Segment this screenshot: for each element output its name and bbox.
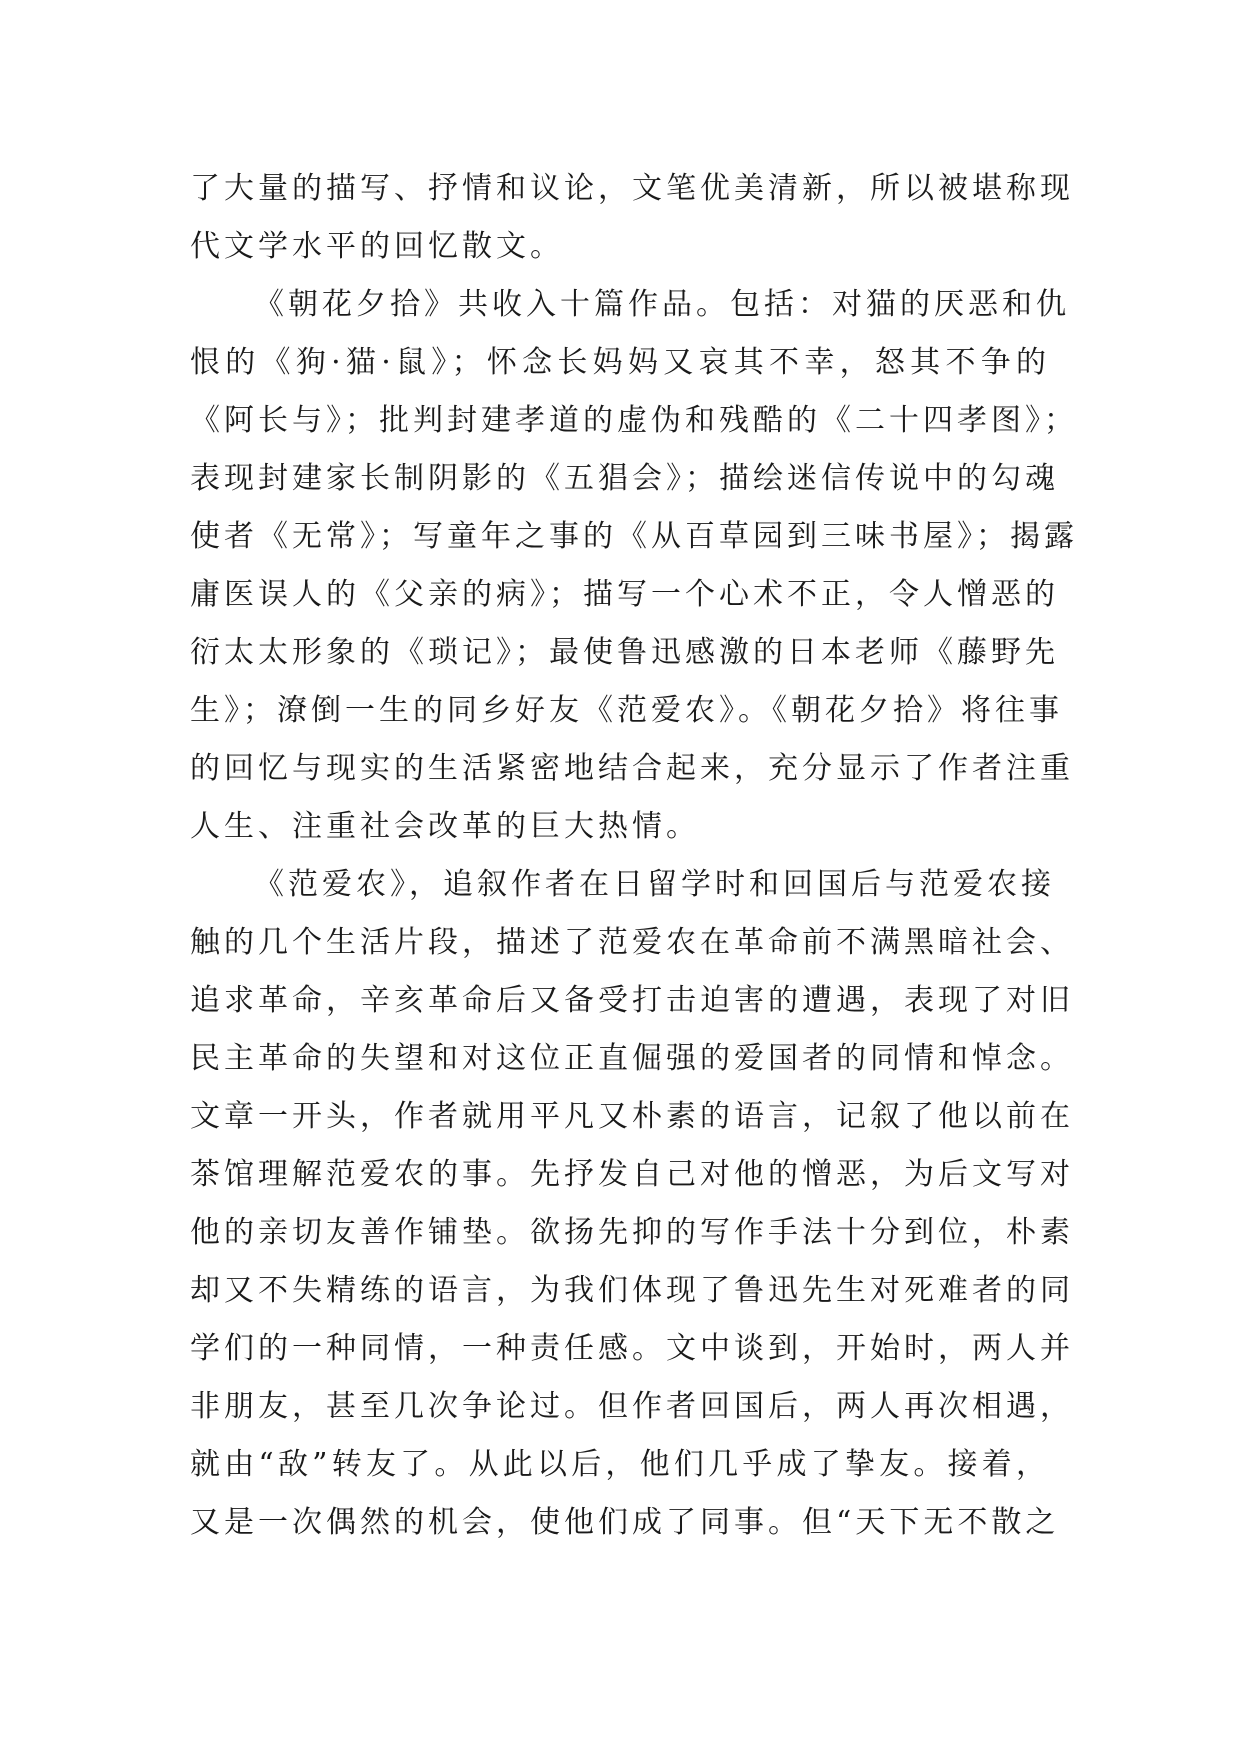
text-line: 恨的《狗·猫·鼠》；怀念长妈妈又哀其不幸，怒其不争的	[190, 345, 1050, 380]
text-line: 衍太太形象的《琐记》；最使鲁迅感激的日本老师《藤野先	[190, 635, 1059, 670]
text-line: 茶馆理解范爱农的事。先抒发自己对他的憎恶，为后文写对	[190, 1157, 1074, 1192]
text-line: 《阿长与》；批判封建孝道的虚伪和残酷的《二十四孝图》；	[190, 403, 1078, 438]
text-line: 的回忆与现实的生活紧密地结合起来，充分显示了作者注重	[190, 751, 1074, 786]
body-text	[190, 160, 1078, 1552]
text-line: 却又不失精练的语言，为我们体现了鲁迅先生对死难者的同	[190, 1273, 1074, 1308]
text-line: 使者《无常》；写童年之事的《从百草园到三味书屋》；揭露	[190, 519, 1078, 554]
text-line: 庸医误人的《父亲的病》；描写一个心术不正，令人憎恶的	[190, 577, 1059, 612]
text-line: 生》；潦倒一生的同乡好友《范爱农》。《朝花夕拾》将往事	[190, 693, 1063, 728]
text-line: 他的亲切友善作铺垫。欲扬先抑的写作手法十分到位，朴素	[190, 1215, 1074, 1250]
text-line: 人生、注重社会改革的巨大热情。	[190, 809, 700, 844]
text-line: 《朝花夕拾》共收入十篇作品。包括：对猫的厌恶和仇	[254, 287, 1070, 322]
text-line: 追求革命，辛亥革命后又备受打击迫害的遭遇，表现了对旧	[190, 983, 1074, 1018]
text-line: 了大量的描写、抒情和议论，文笔优美清新，所以被堪称现	[190, 171, 1074, 206]
text-line: 非朋友，甚至几次争论过。但作者回国后，两人再次相遇，	[190, 1389, 1074, 1424]
text-line: 触的几个生活片段，描述了范爱农在革命前不满黑暗社会、	[190, 925, 1074, 960]
text-line: 民主革命的失望和对这位正直倔强的爱国者的同情和悼念。	[190, 1041, 1074, 1076]
text-line: 又是一次偶然的机会，使他们成了同事。但“天下无不散之	[190, 1505, 1060, 1540]
text-line: 文章一开头，作者就用平凡又朴素的语言，记叙了他以前在	[190, 1099, 1074, 1134]
text-line: 表现封建家长制阴影的《五猖会》；描绘迷信传说中的勾魂	[190, 461, 1059, 496]
text-line: 《范爱农》，追叙作者在日留学时和回国后与范爱农接	[254, 867, 1055, 902]
text-line: 就由“敌”转友了。从此以后，他们几乎成了挚友。接着，	[190, 1447, 1050, 1482]
text-line: 代文学水平的回忆散文。	[190, 229, 564, 264]
text-line: 学们的一种同情，一种责任感。文中谈到，开始时，两人并	[190, 1331, 1074, 1366]
